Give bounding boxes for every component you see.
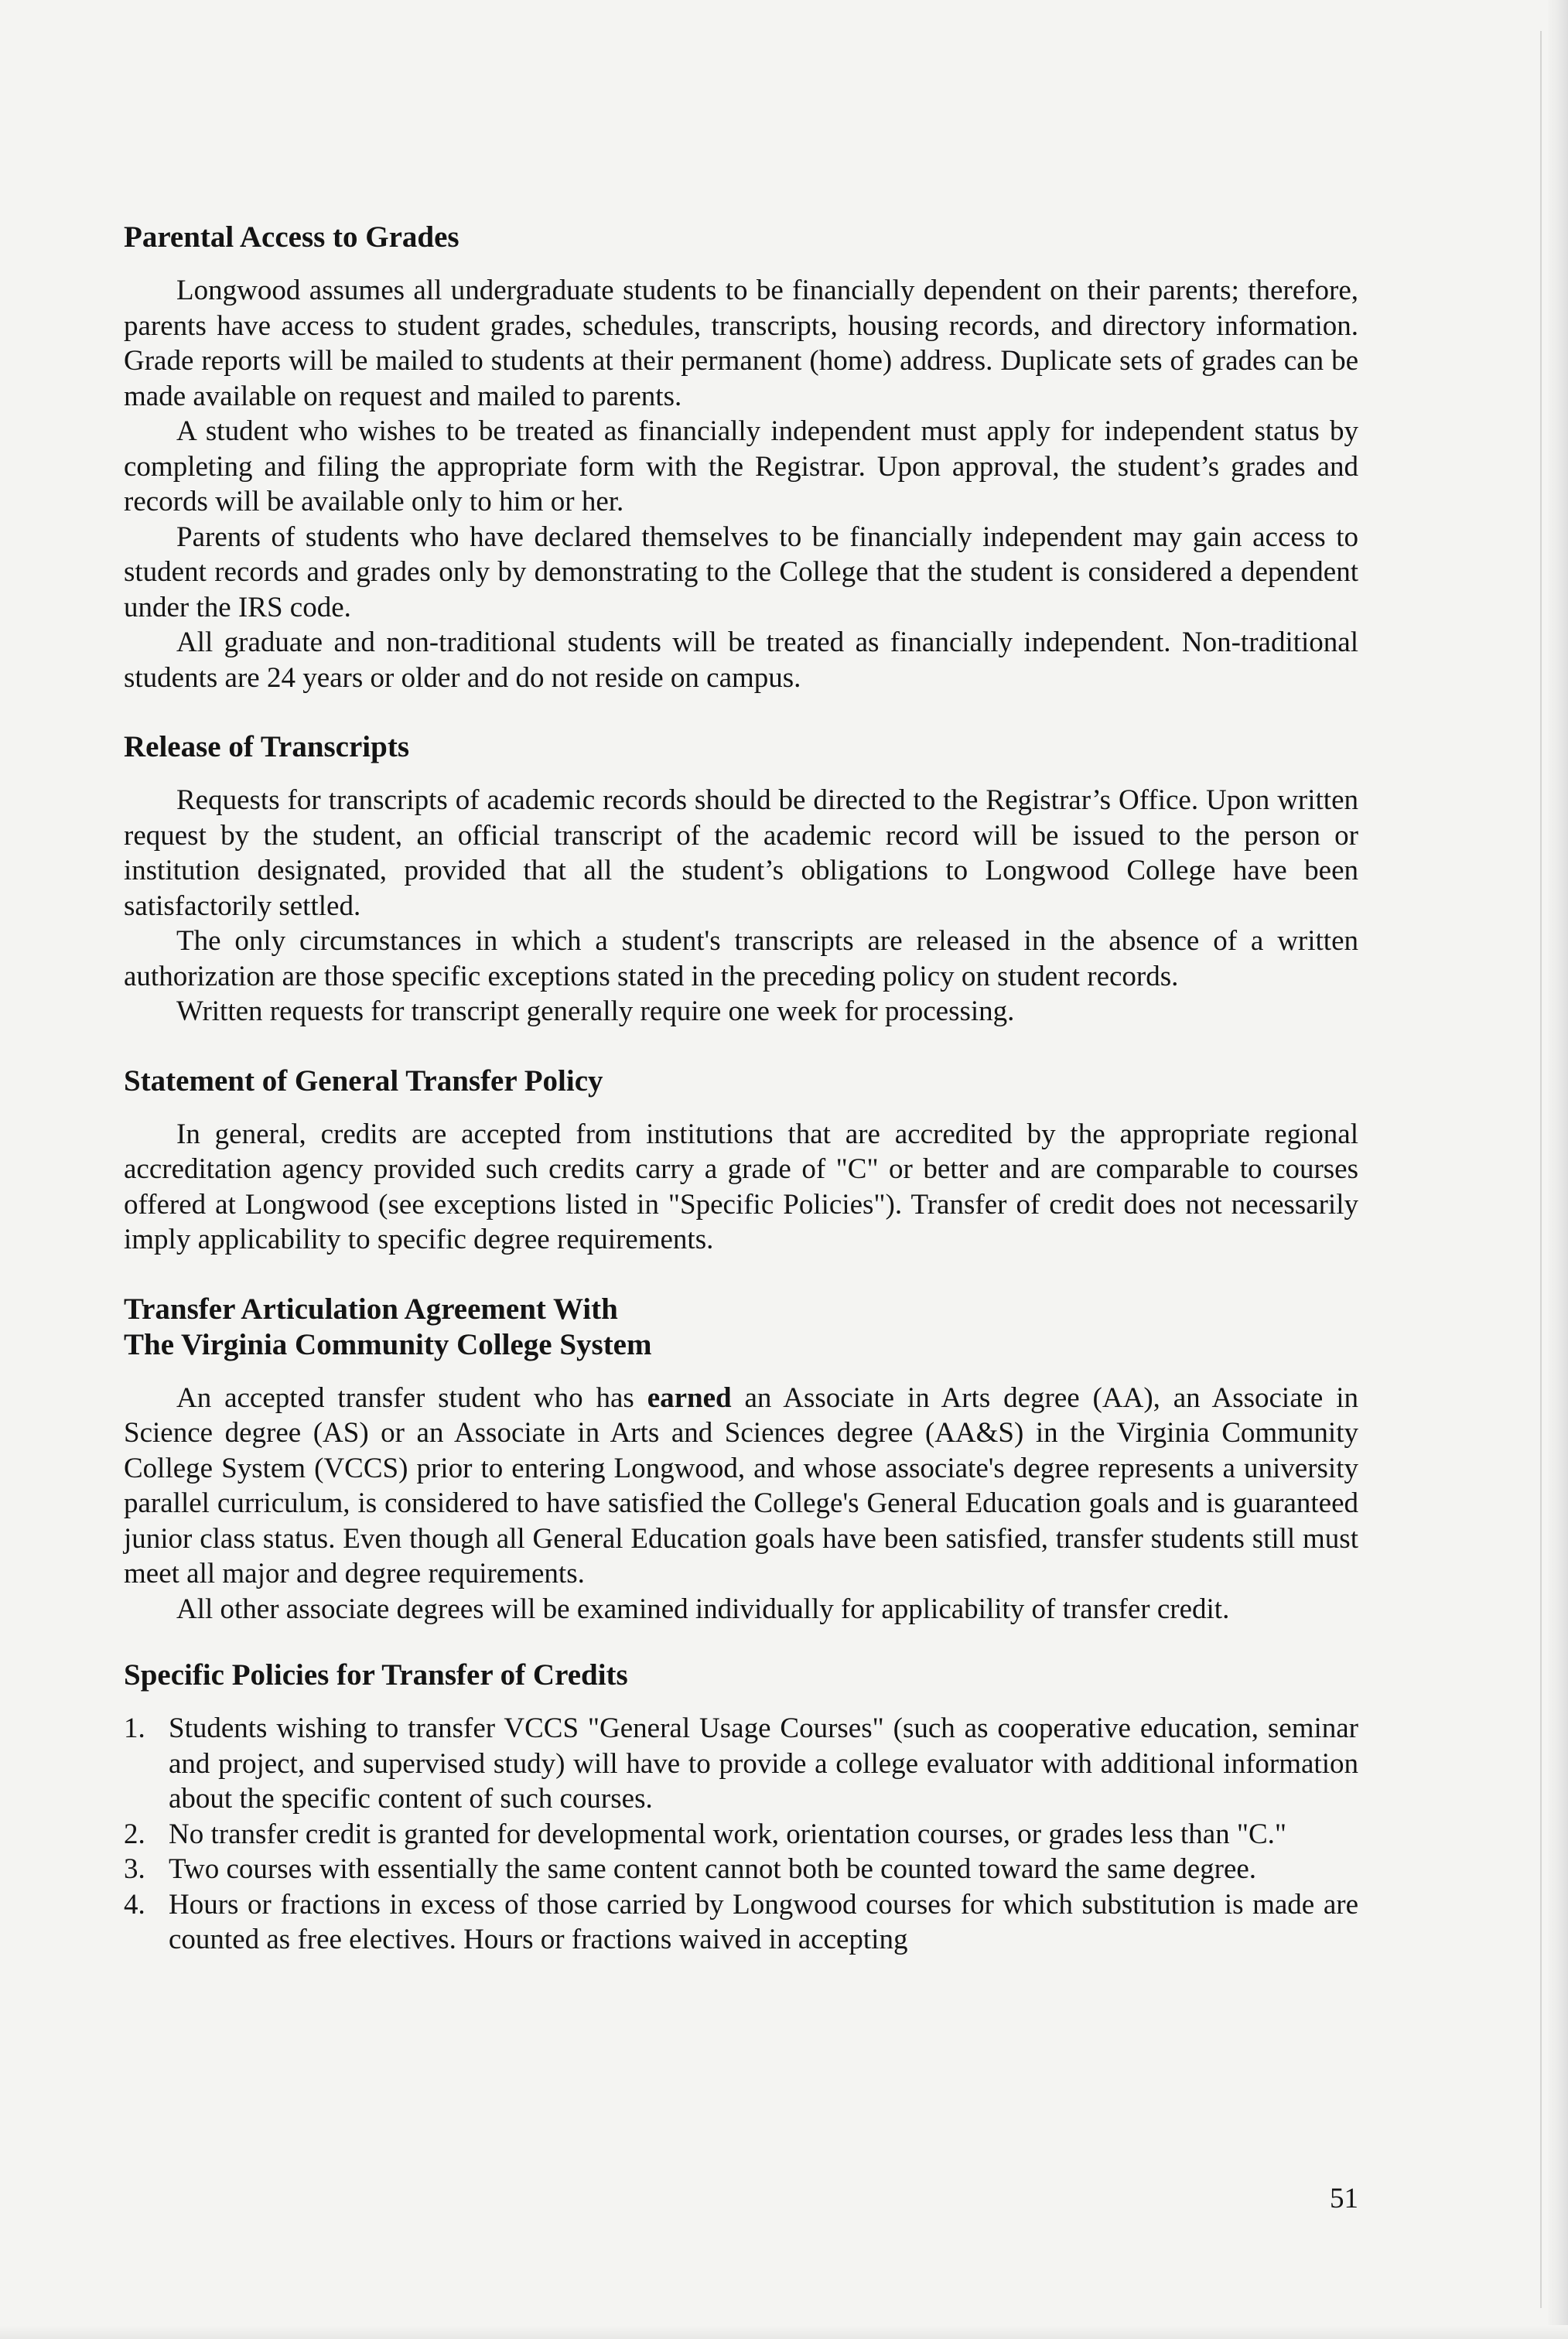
list-item-text: Hours or fractions in excess of those carried by Longwood courses for which substitution is made are counted as free electives. Hours or fractions waived in accepting: [169, 1888, 1358, 1955]
list-number: 3.: [124, 1853, 145, 1885]
paragraph: [124, 1381, 1358, 1592]
section-parental-access: [124, 220, 1358, 695]
section-specific-policies: [124, 1658, 1358, 1958]
list-item-text: No transfer credit is granted for developmental work, orientation courses, or grades less than "C.": [169, 1818, 1287, 1850]
list-item: [124, 1817, 1358, 1852]
section-general-transfer-policy: [124, 1064, 1358, 1258]
page-right-edge: [1548, 0, 1568, 2339]
heading-parental-access: Parental Access to Grades: [124, 220, 459, 254]
paragraph: In general, credits are accepted from institutions that are accredited by the appropriate regional accreditation agency provided such credits carry a grade of "C" or better and are comparable to courses offered at Longwood (see exceptions listed in "Specific Policies"). Transfer of credit does not necessarily imply applicability to specific degree requirements.: [124, 1118, 1358, 1255]
section-articulation-agreement: [124, 1292, 1358, 1627]
section-release-of-transcripts: [124, 729, 1358, 1030]
list-item-text: Two courses with essentially the same content cannot both be counted toward the same degree.: [169, 1853, 1257, 1885]
paragraph: Requests for transcripts of academic records should be directed to the Registrar’s Office. Upon written request by the student, an official transcript of the academic record will be issued to the person or institution designated, provided that all the student’s obligations to Longwood College have been satisfactorily settled.: [124, 784, 1358, 922]
paragraph: Written requests for transcript generally require one week for processing.: [176, 995, 1015, 1027]
list-item-text: Students wishing to transfer VCCS "General Usage Courses" (such as cooperative education, seminar and project, and supervised study) will have to provide a college evaluator with additional information about the specific content of such courses.: [169, 1712, 1358, 1815]
heading-general-transfer-policy: Statement of General Transfer Policy: [124, 1064, 603, 1098]
list-number: 2.: [124, 1818, 145, 1850]
paragraph: Parents of students who have declared themselves to be financially independent may gain access to student records and grades only by demonstrating to the College that the student is considered a dependent under the IRS code.: [124, 521, 1358, 623]
page-number: 51: [1330, 2183, 1358, 2214]
heading-line: The Virginia Community College System: [124, 1327, 652, 1361]
paragraph: All other associate degrees will be examined individually for applicability of transfer credit.: [176, 1593, 1230, 1625]
page-fold-line: [1540, 31, 1542, 2308]
paragraph: Longwood assumes all undergraduate students to be financially dependent on their parents; therefore, parents have access to student grades, schedules, transcripts, housing records, and directory information. Grade reports will be mailed to students at their permanent (home) address. Duplicate sets of grades can be made available on request and mailed to parents.: [124, 275, 1358, 412]
paragraph: The only circumstances in which a student's transcripts are released in the absence of a written authorization are those specific exceptions stated in the preceding policy on student records.: [124, 925, 1358, 992]
page-content: [124, 220, 1358, 1958]
page-bottom-edge: [0, 2325, 1568, 2339]
list-item: [124, 1711, 1358, 1817]
text-run: an Associate in Arts degree (AA), an Associate in Science degree (AS) or an Associate in Arts and Sciences degree (AA&S) in the Virginia Community College System (VCCS) prior to entering Longwood, and whose associate's degree represents a university parallel curriculum, is considered to have satisfied the College's General Education goals and is guaranteed junior class status. Even though all General Education goals have been satisfied, transfer students still must meet all major and degree requirements.: [124, 1381, 1358, 1589]
paragraph: All graduate and non-traditional students will be treated as financially independent. Non-traditional students are 24 years or older and do not reside on campus.: [124, 627, 1358, 694]
paragraph: A student who wishes to be treated as financially independent must apply for independent status by completing and filing the appropriate form with the Registrar. Upon approval, the student’s grades and records will be available only to him or her.: [124, 415, 1358, 517]
list-item: [124, 1852, 1358, 1887]
list-number: 4.: [124, 1888, 145, 1921]
list-number: 1.: [124, 1712, 145, 1744]
text-run: An accepted transfer student who has: [176, 1381, 647, 1414]
heading-articulation-agreement: [124, 1292, 1358, 1363]
policy-list: [124, 1711, 1358, 1958]
heading-specific-policies: Specific Policies for Transfer of Credits: [124, 1658, 628, 1692]
heading-line: Transfer Articulation Agreement With: [124, 1292, 618, 1326]
heading-release-of-transcripts: Release of Transcripts: [124, 730, 409, 763]
list-item: [124, 1887, 1358, 1958]
emphasis-earned: earned: [647, 1381, 732, 1414]
